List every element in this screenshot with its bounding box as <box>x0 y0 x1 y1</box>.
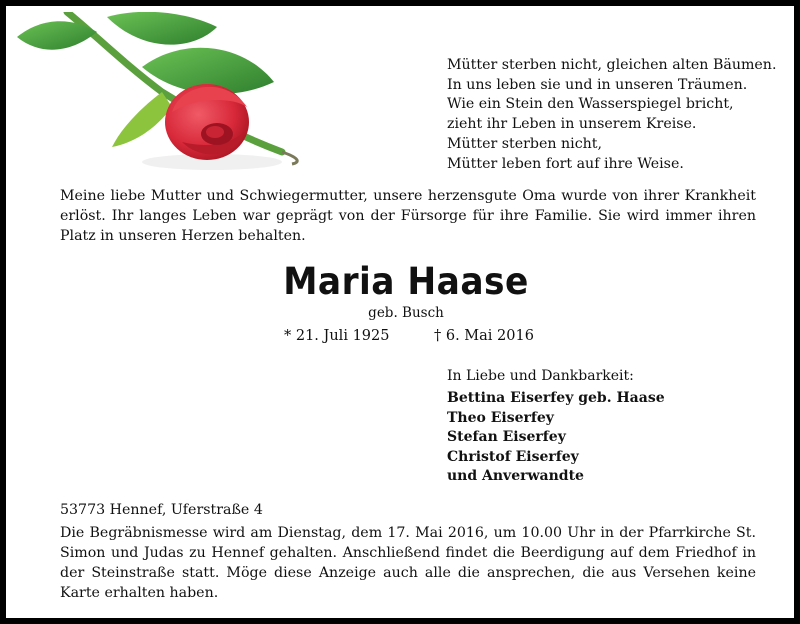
deceased-name: Maria Haase <box>283 260 529 303</box>
death-date: † 6. Mai 2016 <box>434 328 534 344</box>
poem-line: In uns leben sie und in unseren Träumen. <box>447 76 748 93</box>
thanks-line: In Liebe und Dankbarkeit: <box>447 368 634 384</box>
mourners-list <box>447 389 665 487</box>
poem-line: Mütter sterben nicht, gleichen alten Bäumen. <box>447 57 777 73</box>
address: 53773 Hennef, Uferstraße 4 <box>60 502 263 518</box>
poem-line: Mütter sterben nicht, <box>447 135 603 152</box>
mourner-name: Stefan Eiserfey <box>447 429 566 445</box>
mourner-name: Bettina Eiserfey geb. Haase <box>447 390 665 406</box>
poem-line: zieht ihr Leben in unserem Kreise. <box>447 116 697 133</box>
poem-line: Wie ein Stein den Wasserspiegel bricht, <box>447 96 734 113</box>
birth-date: * 21. Juli 1925 <box>284 328 390 344</box>
service-details: Die Begräbnismesse wird am Dienstag, dem 17. Mai 2016, um 10.00 Uhr in der Pfarrkirche St. Simon und Judas zu Hennef gehalten. Anschließend findet die Beerdigung auf dem Friedhof in der Steinstraße statt. Möge diese Anzeige auch alle die ansprechen, die aus Versehen keine Karte erhalten haben. <box>60 525 756 601</box>
poem <box>447 56 776 174</box>
poem-line: Mütter leben fort auf ihre Weise. <box>447 155 684 172</box>
rose-illustration <box>12 12 312 182</box>
intro-text: Meine liebe Mutter und Schwiegermutter, unsere herzensgute Oma wurde von ihrer Krankheit erlöst. Ihr langes Leben war geprägt von der Fürsorge für ihre Familie. Sie wird immer ihren Platz in unseren Herzen behalten. <box>60 188 756 244</box>
mourner-name: Christof Eiserfey <box>447 448 579 465</box>
mourner-name: Theo Eiserfey <box>447 409 554 426</box>
mourner-name: und Anverwandte <box>447 468 584 484</box>
maiden-name: geb. Busch <box>368 305 444 321</box>
